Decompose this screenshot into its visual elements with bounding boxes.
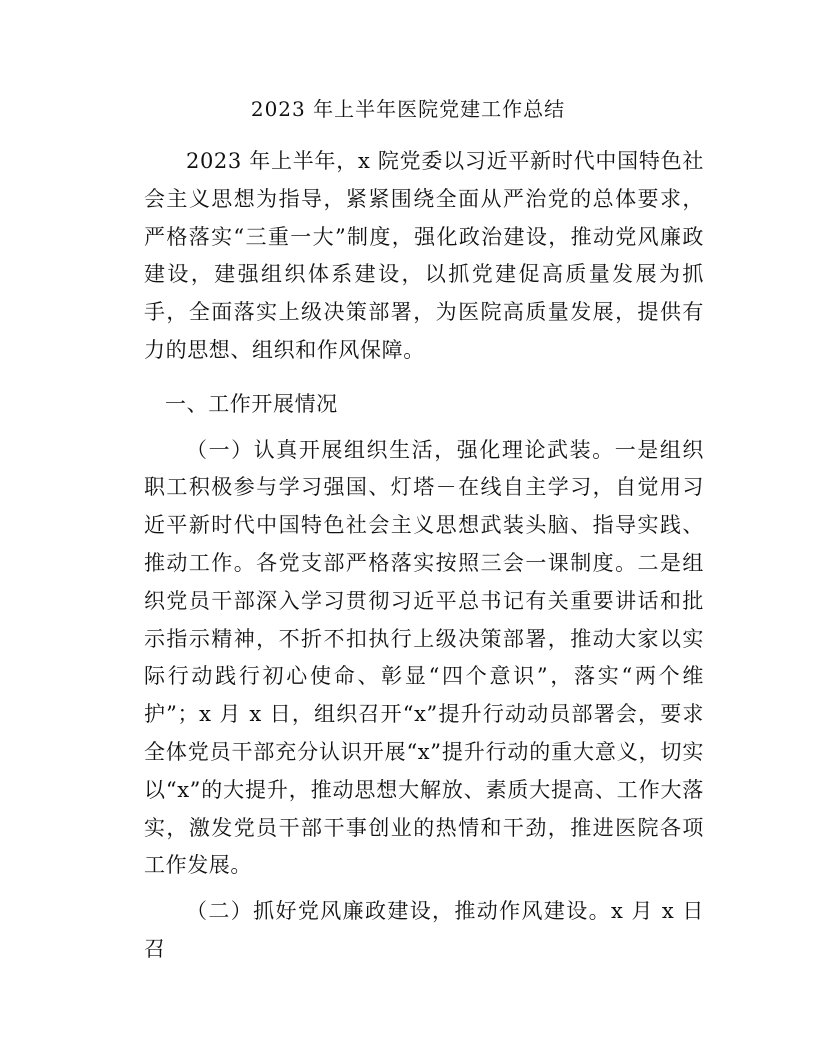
subsection-2-paragraph: （二）抓好党风廉政建设，推动作风建设。x 月 x 日召 (144, 899, 704, 961)
intro-paragraph: 2023 年上半年，x 院党委以习近平新时代中国特色社会主义思想为指导，紧紧围绕全面从严治党的总体要求，严格落实“三重一大”制度，强化政治建设，推动党风廉政建设，建强组织体系建设，以抓党建促高质量发展为抓手，全面落实上级决策部署，为医院高质量发展，提供有力的思想、组织和作风保障。 (144, 149, 704, 362)
document-title: 2023 年上半年医院党建工作总结 (250, 97, 566, 121)
subsection-1-paragraph: （一）认真开展组织生活，强化理论武装。一是组织职工积极参与学习强国、灯塔－在线自主学习，自觉用习近平新时代中国特色社会主义思想武装头脑、指导实践、推动工作。各党支部严格落实按照三会一课制度。二是组织党员干部深入学习贯彻习近平总书记有关重要讲话和批示指示精神，不折不扣执行上级决策部署，推动大家以实际行动践行初心使命、彰显“四个意识”，落实“两个维护”；x 月 x 日，组织召开“x”提升行动动员部署会，要求全体党员干部充分认识开展“x”提升行动的重大意义，切实以“x”的大提升，推动思想大解放、素质大提高、工作大落实，激发党员干部干事创业的热情和干劲，推进医院各项工作发展。 (144, 437, 704, 878)
document-body (144, 143, 704, 969)
section-heading: 一、工作开展情况 (165, 391, 338, 416)
